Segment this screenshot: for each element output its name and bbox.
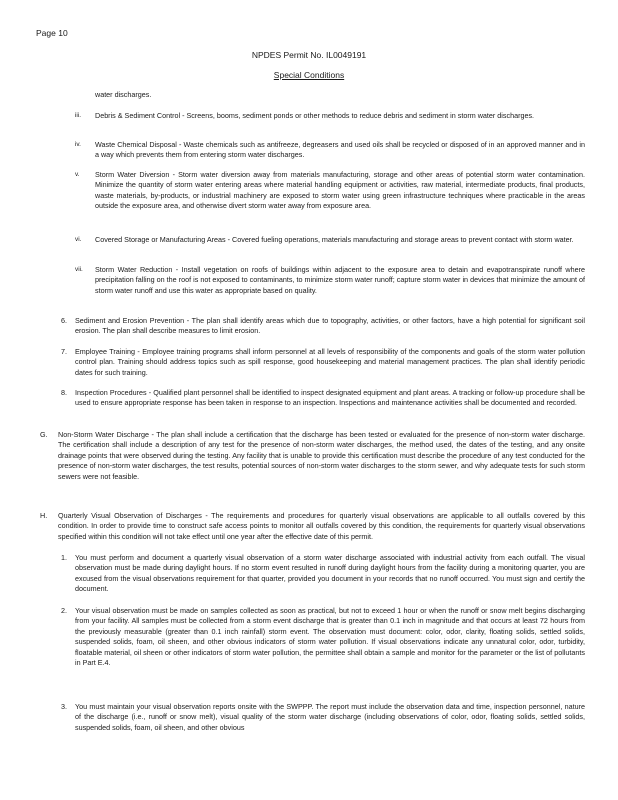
item-label: 6. <box>61 316 67 325</box>
item-text: You must perform and document a quarterly visual observation of a storm water discharge associated with industrial activity from each outfall. The visual observation must be made during daylight hours. If no storm event resulted in runoff during daylight hours from the facility during a monitoring quarter, you are excused from the visual observations requirement for that quarter, provided you document in your records that no runoff occurred. You must sign and certify the document. <box>75 553 585 594</box>
section-text: Non-Storm Water Discharge - The plan shall include a certification that the discharge has been tested or evaluated for the presence of non-storm water discharge. The certification shall include a description of any test for the presence of non-storm water discharges, the method used, the dates of the testing, and any onsite drainage points that were observed during the testing. Any facility that is unable to provide this certification must describe the procedure of any test conducted for the presence of non-storm water discharges, the test results, potential sources of non-storm water discharges to the storm sewer, and why adequate tests for such storm sewers were not feasible. <box>58 430 585 481</box>
item-label: vi. <box>75 236 82 243</box>
item-label: iii. <box>75 112 82 119</box>
item-label: 1. <box>61 553 67 562</box>
section-text: Quarterly Visual Observation of Discharges - The requirements and procedures for quarterly visual observations are applicable to all outfalls covered by this condition. In order to provide time to construct safe access points to monitor all outfalls covered by this condition, the requirements for quarterly visual observations specified within this condition will not take effect until one year after the effective date of this permit. <box>58 511 585 541</box>
section-label: G. <box>40 430 48 439</box>
item-text: You must maintain your visual observation reports onsite with the SWPPP. The report must include the observation data and time, inspection personnel, nature of the discharge (i.e., runoff or snow melt), visual quality of the storm water discharge (including observations of color, odor, floating solids, settled solids, suspended solids, foam, oil sheen, and other obvious <box>75 702 585 732</box>
item-text: Inspection Procedures - Qualified plant personnel shall be identified to inspect designated equipment and plant areas. A tracking or follow-up procedure shall be used to ensure appropriate response has been taken in response to an inspection. Inspections and maintenance activities shall be documented and recorded. <box>75 388 585 408</box>
continuation-text: water discharges. <box>95 90 152 99</box>
item-label: iv. <box>75 141 81 148</box>
item-text: Your visual observation must be made on samples collected as soon as practical, but not to exceed 1 hour or when the runoff or snow melt begins discharging from your facility. All samples must be collected from a storm event discharge that is greater than 0.1 inch in magnitude and that occurs at least 72 hours from the previously measurable (greater than 0.1 inch rainfall) storm event. The observation must document: color, odor, clarity, floating solids, settled solids, suspended solids, foam, oil sheen, and other obvious indicators of storm water pollution. If visual observations indicate any unnatural color, odor, turbidity, floatable material, oil sheen or other indicators of storm water pollution, the permittee shall obtain a sample and monitor for the parameter or the list of pollutants in Part E.4. <box>75 606 585 668</box>
item-text: Storm Water Diversion - Storm water diversion away from materials manufacturing, storage and other areas of potential storm water contamination. Minimize the quantity of storm water entering areas where material handling equipment or activities, raw material, intermediate products, final products, waste materials, by-products, or industrial machinery are exposed to storm water using green infrastructure techniques where practicable in the areas outside the exposure area, and otherwise divert storm water away from exposure area. <box>95 170 585 211</box>
item-label: 7. <box>61 347 67 356</box>
item-text: Waste Chemical Disposal - Waste chemicals such as antifreeze, degreasers and used oils shall be recycled or disposed of in an approved manner and in a way which prevents them from entering storm water discharges. <box>95 140 585 160</box>
item-text: Sediment and Erosion Prevention - The plan shall identify areas which due to topography, activities, or other factors, have a high potential for significant soil erosion. The plan shall describe measures to limit erosion. <box>75 316 585 336</box>
section-label: H. <box>40 511 48 520</box>
item-text: Storm Water Reduction - Install vegetation on roofs of buildings within adjacent to the exposure area to detain and evapotranspirate runoff where precipitation falling on the roof is not exposed to contaminants, to minimize storm water runoff; capture storm water in devices that minimize the amount of storm water runoff and use this water as appropriate based on quality. <box>95 265 585 295</box>
item-label: vii. <box>75 266 83 273</box>
item-label: 2. <box>61 606 67 615</box>
item-text: Employee Training - Employee training programs shall inform personnel at all levels of responsibility of the components and goals of the storm water pollution control plan. Training should address topics such as spill response, good housekeeping and material management practices. The plan shall identify periodic dates for such training. <box>75 347 585 377</box>
section-title: Special Conditions <box>273 70 345 80</box>
item-label: 3. <box>61 702 67 711</box>
item-text: Debris & Sediment Control - Screens, booms, sediment ponds or other methods to reduce debris and sediment in storm water discharges. <box>95 111 535 120</box>
item-label: v. <box>75 171 80 178</box>
item-text: Covered Storage or Manufacturing Areas - Covered fueling operations, materials manufacturing and storage areas to prevent contact with storm water. <box>95 235 574 244</box>
page-number: Page 10 <box>36 28 68 38</box>
item-label: 8. <box>61 388 67 397</box>
permit-number: NPDES Permit No. IL0049191 <box>251 50 367 60</box>
